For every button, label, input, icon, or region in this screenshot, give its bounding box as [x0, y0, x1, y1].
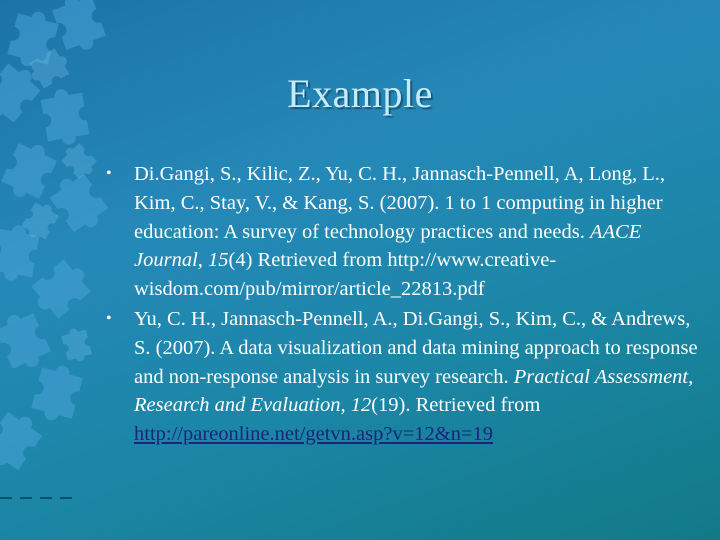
- reference-url: http://www.creative-wisdom.com/pub/mirror/article_22813.pdf: [134, 249, 557, 301]
- slide-title: Example: [287, 71, 433, 116]
- reference-item: [106, 305, 708, 449]
- reference-text: Di.Gangi, S., Kilic, Z., Yu, C. H., Jannasch-Pennell, A, Long, L., Kim, C., Stay, V., & Kang, S. (2007). 1 to 1 computing in higher education: A survey of technology practices and needs.: [134, 163, 666, 243]
- reference-item: [106, 160, 708, 304]
- bullet-icon: •: [106, 165, 112, 182]
- journal-title: Practical Assessment, Research and Evaluation, 12: [134, 365, 694, 417]
- divider-dashes: [0, 497, 80, 499]
- bullet-icon: •: [106, 309, 112, 327]
- reference-text: Yu, C. H., Jannasch-Pennell, A., Di.Gangi, S., Kim, C., & Andrews, S. (2007). A data visualization and data mining approach to response and non-response analysis in survey research.: [134, 307, 698, 388]
- reference-list: [106, 160, 708, 449]
- reference-link[interactable]: http://pareonline.net/getvn.asp?v=12&n=19: [134, 423, 494, 446]
- reference-issue: (4) Retrieved from: [228, 249, 388, 272]
- reference-issue: (19). Retrieved from: [371, 394, 541, 417]
- journal-title: AACE Journal, 15: [134, 220, 642, 272]
